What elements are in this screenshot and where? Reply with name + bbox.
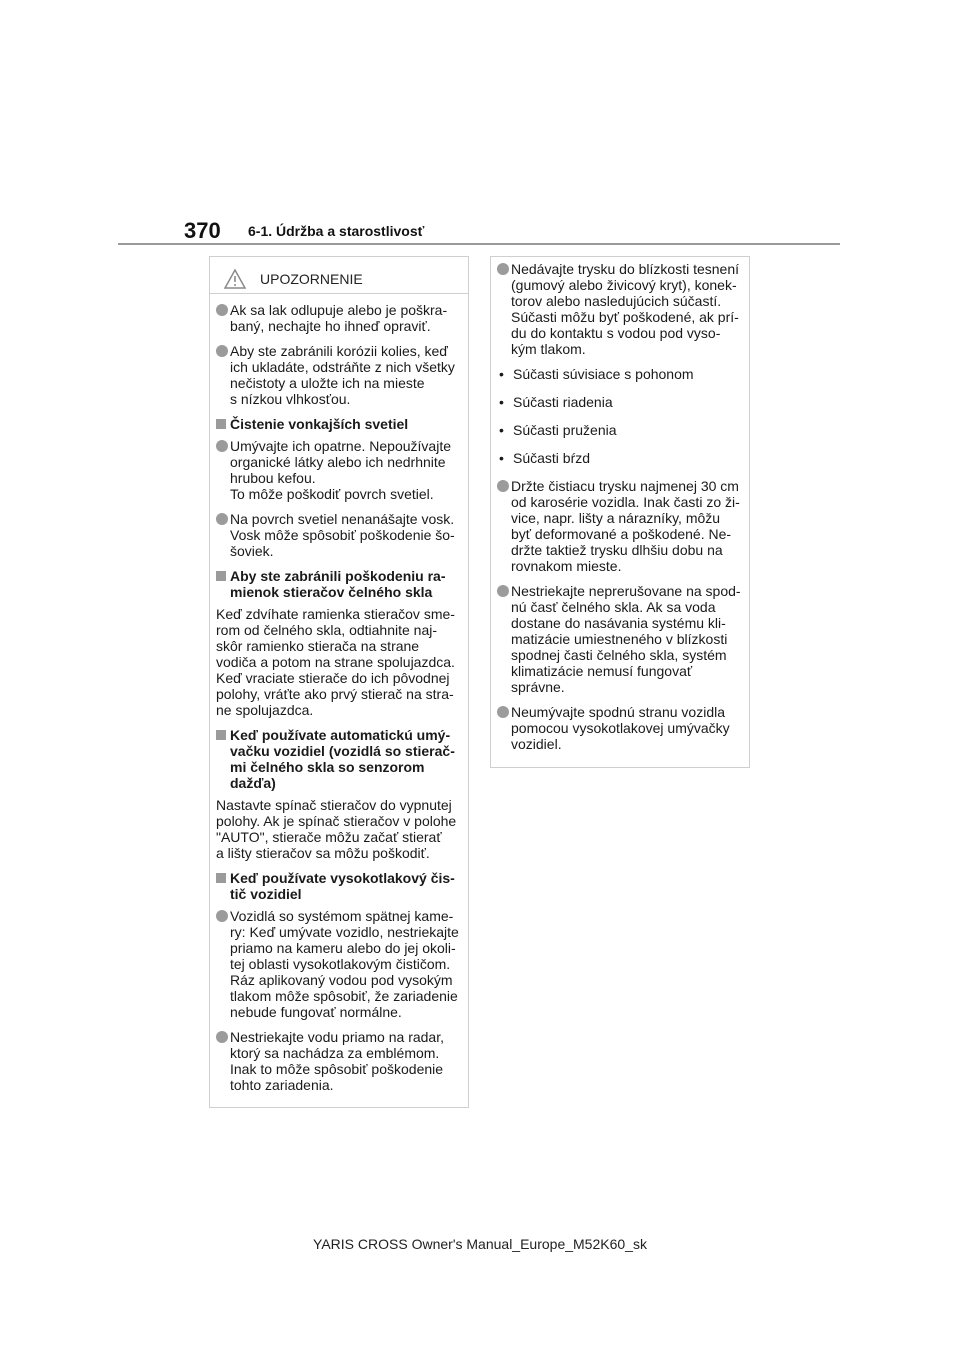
subsection-heading: Keď používate vysokotlakový čis- tič vozidiel: [216, 870, 462, 902]
bullet-mark: •: [499, 366, 504, 382]
subsection-heading: Aby ste zabránili poškodeniu ra- mienok stieračov čelného skla: [216, 568, 462, 600]
bullet-dot-icon: [216, 304, 228, 316]
header-divider: [118, 243, 840, 245]
warning-title: UPOZORNENIE: [260, 271, 363, 287]
paragraph: Keď zdvíhate ramienka stieračov sme- rom od čelného skla, odtiahnite naj- skôr ramienko stierača na strane vodiča a potom na strane spolujazdca. Keď vraciate stierače do ich pôvodnej polohy, vráťte ako prvý stierač na stra- ne spolujazdca.: [216, 606, 455, 718]
page-number: 370: [184, 218, 221, 243]
list-item: Držte čistiacu trysku najmenej 30 cm od karosérie vozidla. Inak časti zo ži- vice, napr. lišty a nárazníky, môžu byť deformované a poškodené. Ne- držte taktiež trysku dlhšiu dobu na rovnakom mieste.: [497, 478, 743, 574]
section-title: 6-1. Údržba a starostlivosť: [248, 223, 425, 239]
warning-header: [210, 265, 468, 294]
sub-list-item: • Súčasti riadenia: [499, 394, 613, 410]
list-item: Umývajte ich opatrne. Nepoužívajte organické látky alebo ich nedrhnite hrubou kefou. To môže poškodiť povrch svetiel.: [216, 438, 462, 502]
bullet-dot-icon: [497, 263, 509, 275]
bullet-dot-icon: [216, 1031, 228, 1043]
list-item: Neumývajte spodnú stranu vozidla pomocou vysokotlakovej umývačky vozidiel.: [497, 704, 743, 752]
subsection-heading: Keď používate automatickú umý- vačku vozidiel (vozidlá so stierač- mi čelného skla so senzorom dažďa): [216, 727, 462, 791]
page-footer: YARIS CROSS Owner's Manual_Europe_M52K60_sk: [313, 1236, 647, 1252]
bullet-dot-icon: [497, 585, 509, 597]
list-item: Aby ste zabránili korózii kolies, keď ich ukladáte, odstráňte z nich všetky nečistoty a uložte ich na mieste s nízkou vlhkosťou.: [216, 343, 462, 407]
warning-box-continued: [490, 256, 750, 768]
bullet-dot-icon: [497, 480, 509, 492]
list-item: Nestriekajte neprerušovane na spod- nú časť čelného skla. Ak sa voda dostane do nasávania systému kli- matizácie umiestneného v blízkosti spodnej časti čelného skla, systém klimatizácie nemusí fungovať správne.: [497, 583, 743, 695]
list-item: Na povrch svetiel nenanášajte vosk. Vosk môže spôsobiť poškodenie šo- šoviek.: [216, 511, 462, 559]
paragraph: Nastavte spínač stieračov do vypnutej polohy. Ak je spínač stieračov v polohe "AUTO", stierače môžu začať stierať a lišty stieračov sa môžu poškodiť.: [216, 797, 457, 861]
warning-triangle-icon: [224, 269, 246, 289]
bullet-dot-icon: [216, 910, 228, 922]
warning-box: [209, 256, 469, 1108]
list-item: Nestriekajte vodu priamo na radar, ktorý sa nachádza za emblémom. Inak to môže spôsobiť poškodenie tohto zariadenia.: [216, 1029, 462, 1093]
bullet-dot-icon: [216, 345, 228, 357]
sub-list-item: • Súčasti pruženia: [499, 422, 617, 438]
bullet-square-icon: [216, 419, 226, 429]
bullet-mark: •: [499, 394, 504, 410]
bullet-dot-icon: [497, 706, 509, 718]
bullet-mark: •: [499, 422, 504, 438]
bullet-square-icon: [216, 571, 226, 581]
list-item: Nedávajte trysku do blízkosti tesnení (gumový alebo živicový kryt), konek- torov alebo nasledujúcich súčastí. Súčasti môžu byť poškodené, ak prí- du do kontaktu s vodou pod vyso- kým tlakom.: [497, 261, 743, 357]
sub-list-item: • Súčasti bŕzd: [499, 450, 591, 466]
bullet-dot-icon: [216, 513, 228, 525]
list-item: Ak sa lak odlupuje alebo je poškra- baný, nechajte ho ihneď opraviť.: [216, 302, 462, 334]
subsection-heading: Čistenie vonkajších svetiel: [216, 416, 462, 432]
sub-list-item: • Súčasti súvisiace s pohonom: [499, 366, 694, 382]
list-item: Vozidlá so systémom spätnej kame- ry: Keď umývate vozidlo, nestriekajte priamo na kameru alebo do jej okoli- tej oblasti vysokotlakovým čističom. Ráz aplikovaný vodou pod vysokým tlakom môže spôsobiť, že zariadenie nebude fungovať normálne.: [216, 908, 462, 1020]
bullet-square-icon: [216, 873, 226, 883]
bullet-mark: •: [499, 450, 504, 466]
bullet-square-icon: [216, 730, 226, 740]
bullet-dot-icon: [216, 440, 228, 452]
